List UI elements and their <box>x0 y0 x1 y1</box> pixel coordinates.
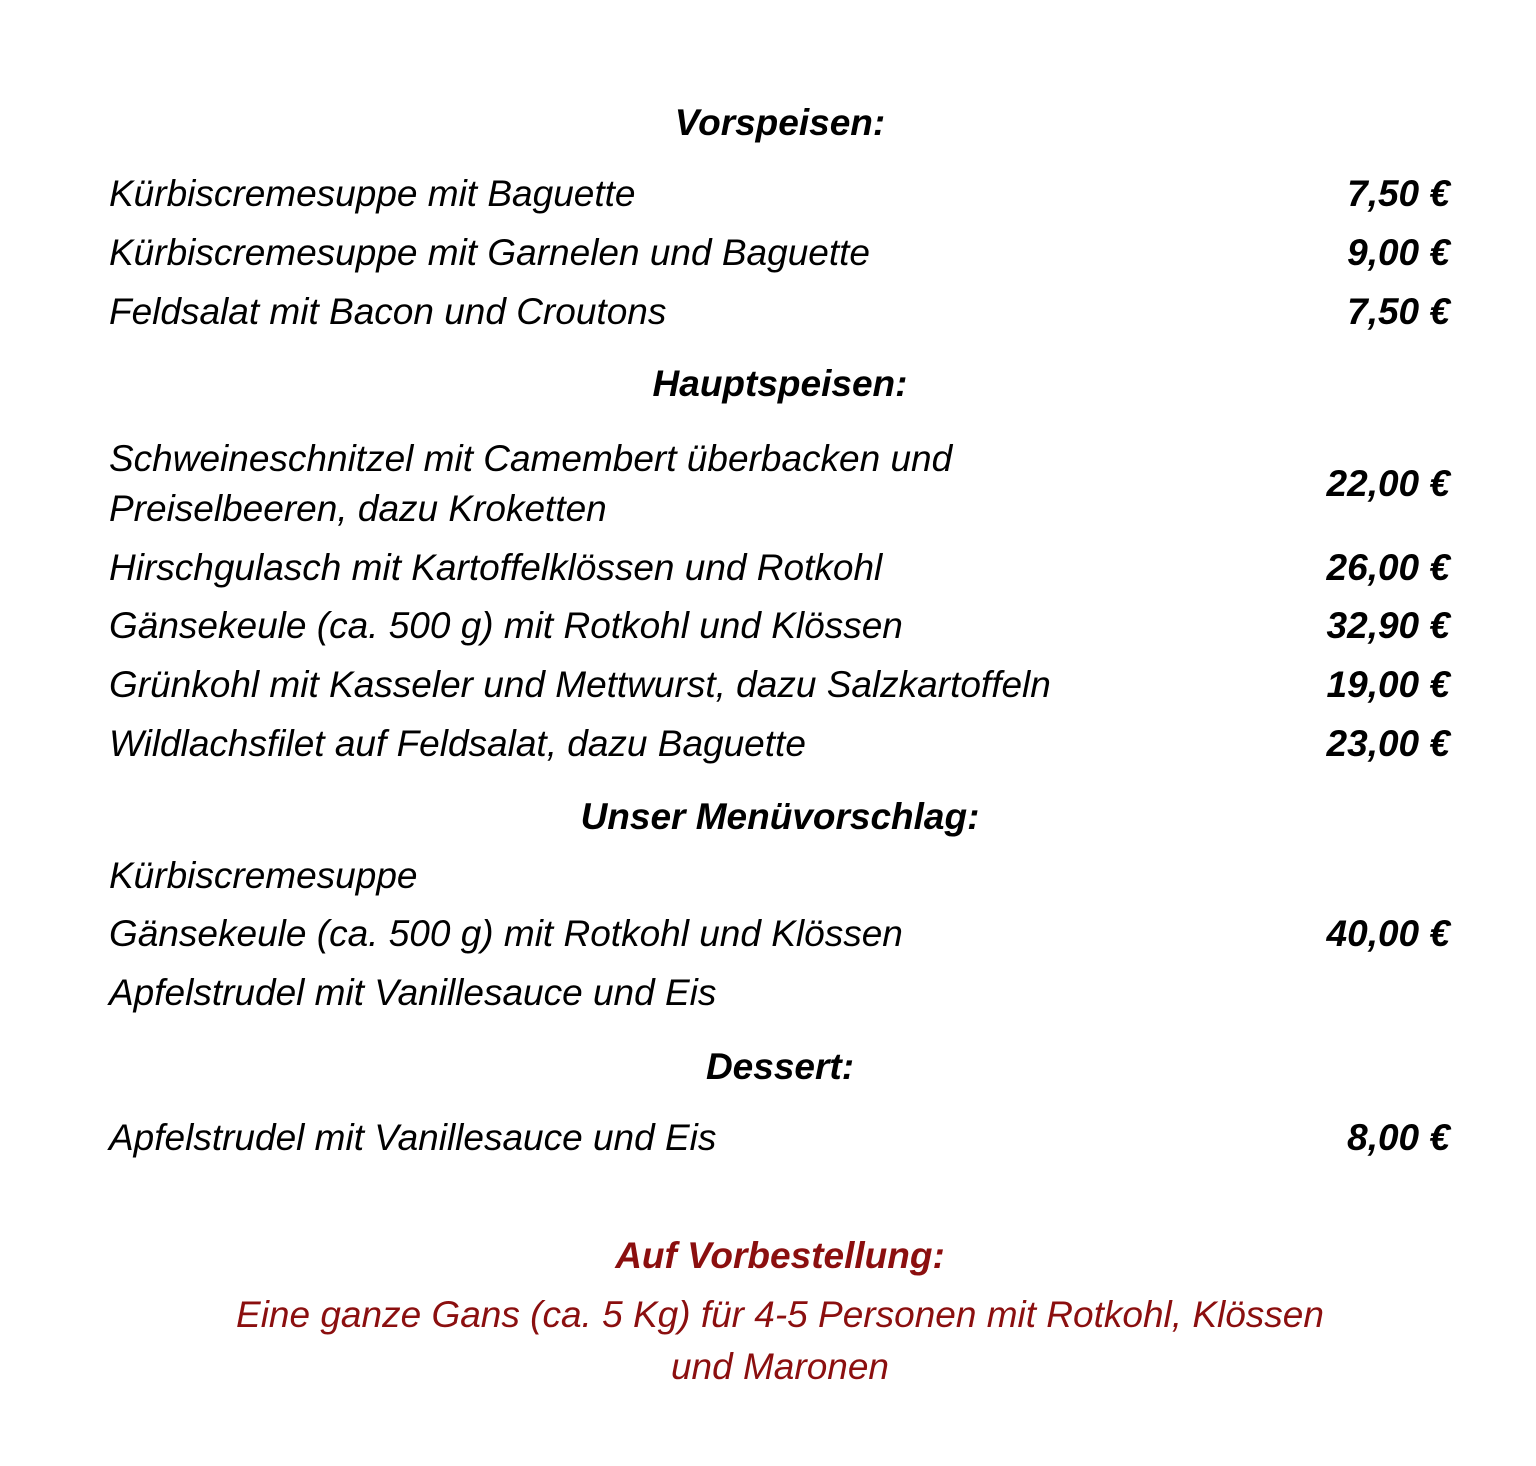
dish-name-line: Schweineschnitzel mit Camembert überbacken und <box>109 438 953 479</box>
menu-course <box>109 909 1450 959</box>
dish-name: Feldsalat mit Bacon und Croutons <box>109 291 667 332</box>
menu-item <box>109 601 1450 651</box>
menu-course <box>109 851 1450 901</box>
dish-price: 8,00 € <box>1347 1117 1450 1158</box>
dish-price: 9,00 € <box>1347 232 1450 273</box>
dish-price: 23,00 € <box>1326 723 1450 764</box>
dish-name: Apfelstrudel mit Vanillesauce und Eis <box>109 1117 717 1158</box>
dish-name: Kürbiscremesuppe mit Garnelen und Baguette <box>109 232 870 273</box>
preorder-text-line: und Maronen <box>670 1346 890 1387</box>
heading-menuvorschlag: Unser Menüvorschlag: <box>580 796 980 837</box>
menu-item <box>109 228 1450 278</box>
dish-name: Hirschgulasch mit Kartoffelklössen und Rotkohl <box>109 547 883 588</box>
course-name: Apfelstrudel mit Vanillesauce und Eis <box>109 972 717 1013</box>
course-name: Kürbiscremesuppe <box>109 855 418 896</box>
menu-item <box>109 287 1450 337</box>
menu-item <box>109 169 1450 219</box>
menu-item <box>109 719 1450 769</box>
heading-hauptspeisen: Hauptspeisen: <box>652 363 908 404</box>
dish-name-line: Preiselbeeren, dazu Kroketten <box>109 488 607 529</box>
menu-item <box>109 1113 1450 1163</box>
menu-item <box>109 543 1450 593</box>
preorder-text-line: Eine ganze Gans (ca. 5 Kg) für 4-5 Personen mit Rotkohl, Klössen <box>236 1294 1324 1335</box>
heading-vorbestellung: Auf Vorbestellung: <box>615 1235 945 1276</box>
dish-price: 19,00 € <box>1326 664 1450 705</box>
heading-vorspeisen: Vorspeisen: <box>674 102 886 143</box>
dish-price: 7,50 € <box>1347 173 1450 214</box>
course-name: Gänsekeule (ca. 500 g) mit Rotkohl und Klössen <box>109 913 903 954</box>
dish-name <box>109 434 952 534</box>
dish-price: 22,00 € <box>1326 463 1450 504</box>
dish-price: 32,90 € <box>1326 605 1450 646</box>
dish-name: Wildlachsfilet auf Feldsalat, dazu Baguette <box>109 723 806 764</box>
dish-name: Kürbiscremesuppe mit Baguette <box>109 173 636 214</box>
dish-name: Gänsekeule (ca. 500 g) mit Rotkohl und Klössen <box>109 605 903 646</box>
dish-name: Grünkohl mit Kasseler und Mettwurst, dazu Salzkartoffeln <box>109 664 1051 705</box>
menu-item <box>109 660 1450 710</box>
heading-dessert: Dessert: <box>705 1046 855 1087</box>
menu-item <box>109 434 1450 534</box>
dish-price: 26,00 € <box>1326 547 1450 588</box>
dish-price: 7,50 € <box>1347 291 1450 332</box>
menu-price: 40,00 € <box>1326 913 1450 954</box>
menu-course <box>109 968 1450 1018</box>
